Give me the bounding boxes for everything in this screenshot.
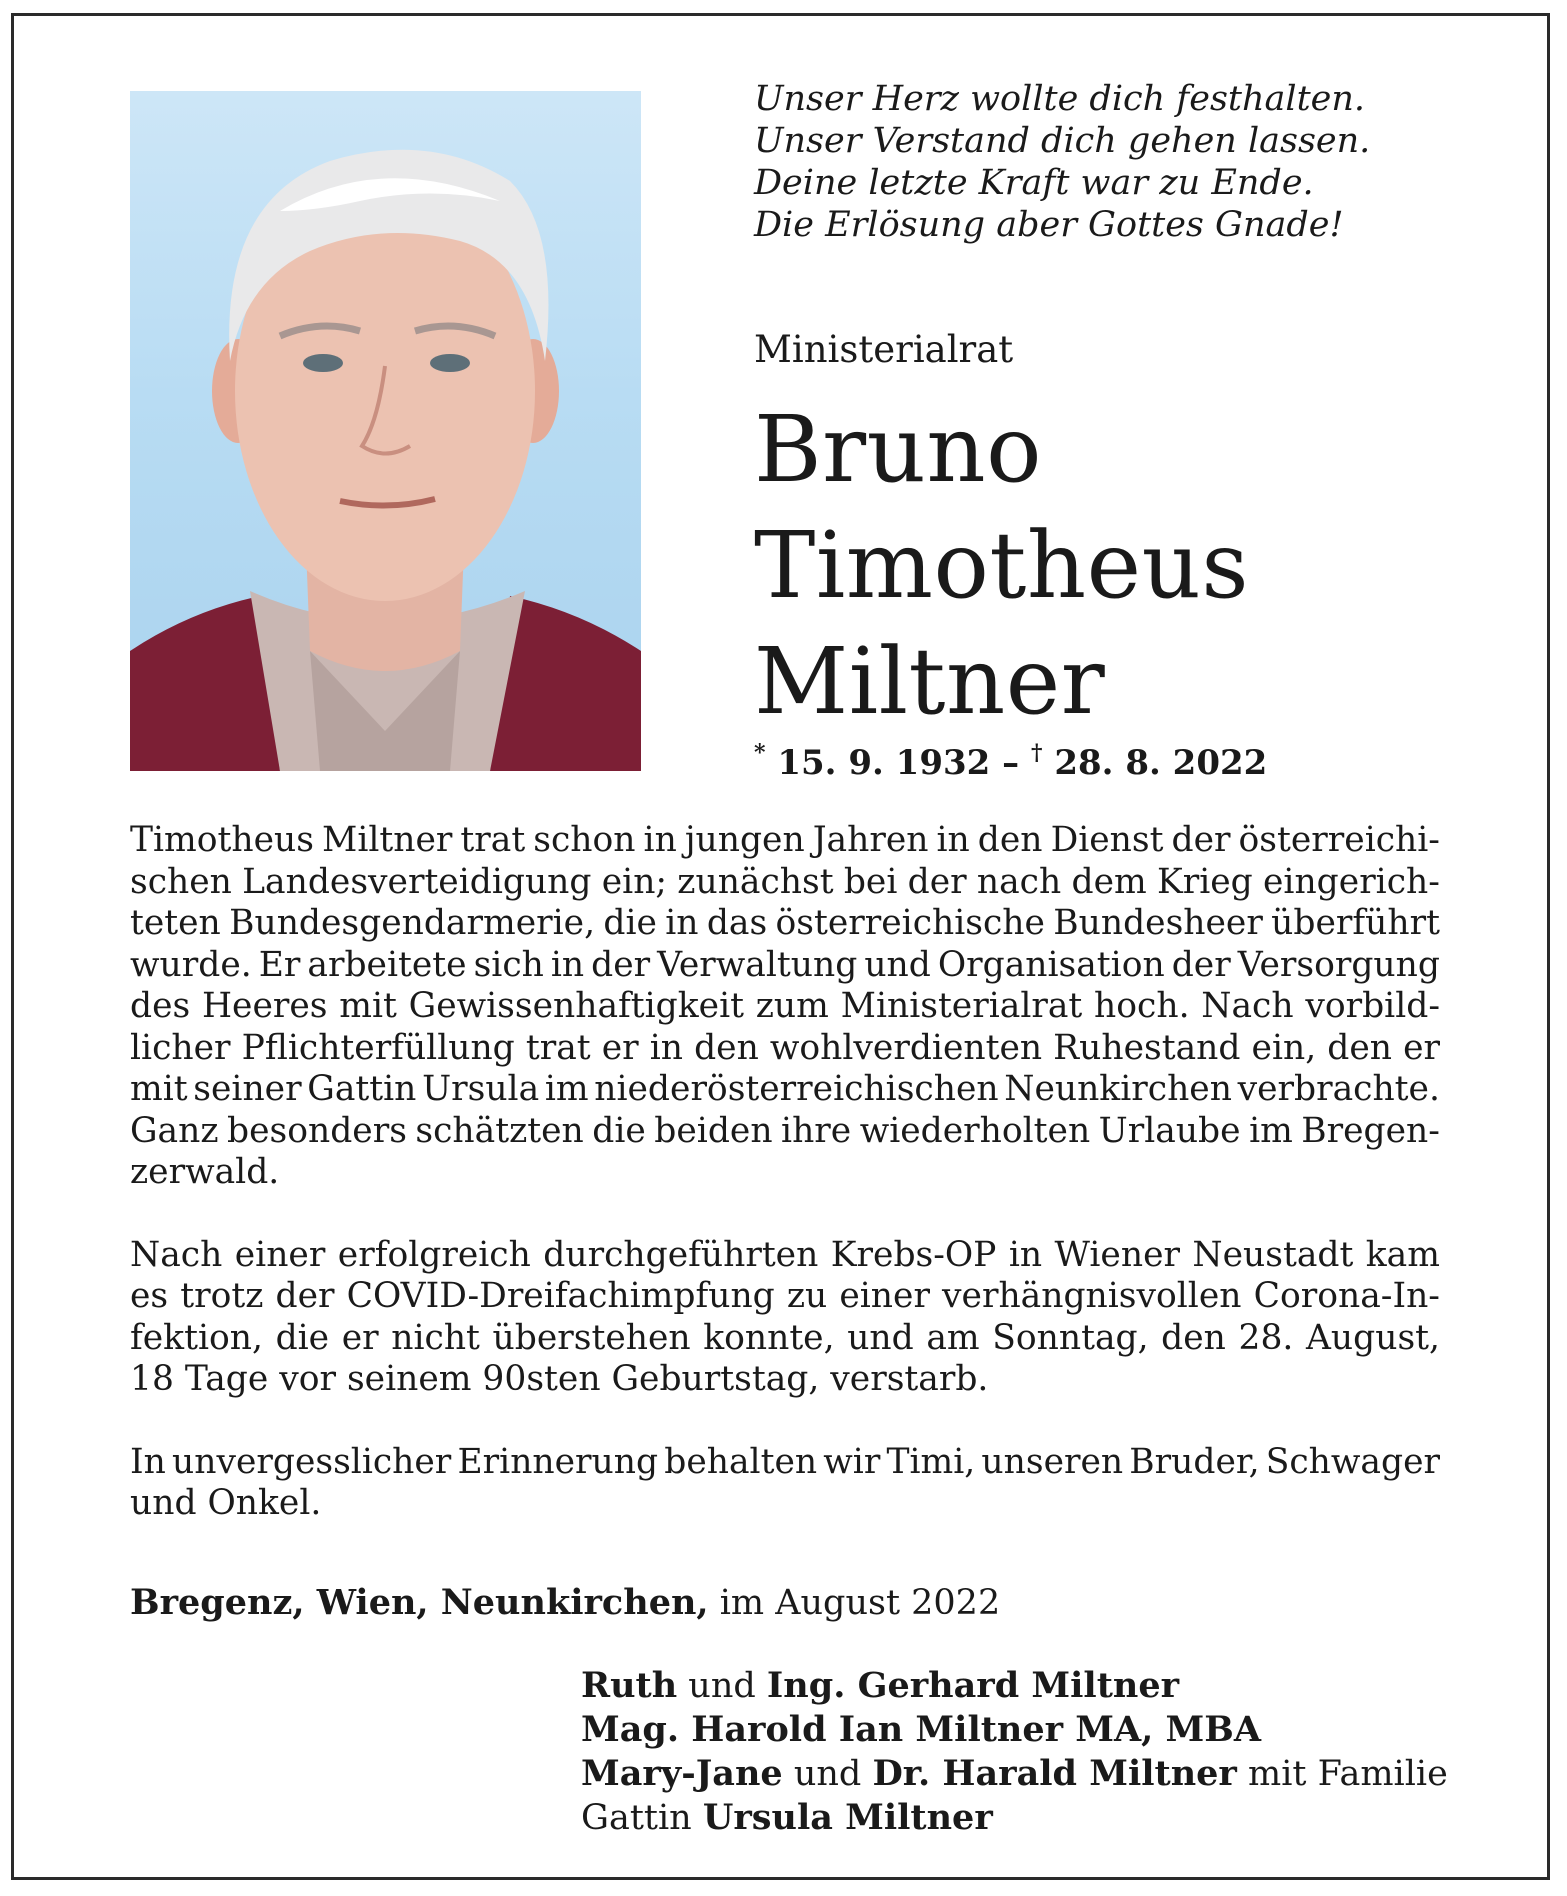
text-line: des Heeres mit Gewissenhaftigkeit zum Ministerialrat hoch. Nach vorbild-: [130, 986, 1440, 1026]
biography: [130, 820, 1440, 1566]
signature-prefix: Gattin: [581, 1798, 703, 1838]
text-line: teten Bundesgendarmerie, die in das österreichische Bundesheer überführt: [130, 903, 1440, 943]
mourner-name: Ursula Miltner: [702, 1797, 993, 1838]
biography-paragraph-3: [130, 1442, 1440, 1525]
signature-suffix: mit Familie: [1236, 1754, 1448, 1794]
poem: [754, 78, 1370, 246]
text-line: licher Pflichterfüllung trat er in den wohlverdienten Ruhestand ein, den er: [130, 1027, 1440, 1068]
middle-name: Timotheus: [754, 512, 1250, 619]
text-line: In unvergesslicher Erinnerung behalten wir Timi, unseren Bruder, Schwager: [130, 1441, 1440, 1482]
birth-symbol: *: [754, 740, 766, 766]
place-and-date: [130, 1582, 1000, 1623]
last-name: Miltner: [754, 628, 1106, 735]
first-name: Bruno: [754, 396, 1042, 503]
text-line: wurde. Er arbeitete sich in der Verwaltung und Organisation der Versorgung: [130, 944, 1440, 985]
deceased-name: [754, 392, 1249, 740]
text-line: Ganz besonders schätzten die beiden ihre wiederholten Urlaube im Bregen-: [130, 1110, 1440, 1151]
poem-line: Unser Herz wollte dich festhalten.: [754, 79, 1366, 119]
death-symbol: †: [1031, 740, 1043, 766]
signature-line: [581, 1708, 1448, 1752]
biography-paragraph-1: [130, 820, 1440, 1194]
poem-line: Die Erlösung aber Gottes Gnade!: [754, 205, 1344, 245]
life-dates: [754, 740, 1267, 783]
text-line: es trotz der COVID-Dreifachimpfung zu einer verhängnisvollen Corona-In-: [130, 1276, 1440, 1316]
poem-line: Deine letzte Kraft war zu Ende.: [754, 163, 1314, 203]
mourners-signatures: [581, 1664, 1448, 1840]
title-rank: Ministerialrat: [754, 328, 1014, 371]
text-line: Timotheus Miltner trat schon in jungen Jahren in den Dienst der österreichi-: [130, 820, 1440, 860]
text-line: zerwald.: [130, 1152, 280, 1192]
text-line: Nach einer erfolgreich durchgeführten Krebs-OP in Wiener Neustadt kam: [130, 1234, 1440, 1275]
mourner-name: Ruth: [581, 1665, 678, 1706]
signature-line: [581, 1752, 1448, 1796]
signature-line: [581, 1664, 1448, 1708]
mourner-name: Dr. Harald Miltner: [872, 1753, 1237, 1794]
text-line: 18 Tage vor seinem 90sten Geburtstag, verstarb.: [130, 1359, 989, 1399]
signature-line: [581, 1796, 1448, 1840]
mourner-name: Mag. Harold Ian Miltner MA, MBA: [581, 1709, 1262, 1750]
conjunction: und: [782, 1754, 873, 1794]
biography-paragraph-2: [130, 1235, 1440, 1401]
text-line: mit seiner Gattin Ursula im niederösterreichischen Neunkirchen verbrachte.: [130, 1069, 1440, 1109]
text-line: schen Landesverteidigung ein; zunächst bei der nach dem Krieg eingerich-: [130, 861, 1440, 902]
place-cities: Bregenz, Wien, Neunkirchen,: [130, 1582, 709, 1623]
conjunction: und: [677, 1666, 767, 1706]
poem-line: Unser Verstand dich gehen lassen.: [754, 121, 1371, 161]
death-date: 28. 8. 2022: [1054, 743, 1268, 783]
mourner-name: Ing. Gerhard Miltner: [766, 1665, 1180, 1706]
portrait-photo: [130, 91, 641, 771]
mourner-name: Mary-Jane: [581, 1753, 783, 1794]
date-separator: –: [990, 743, 1031, 783]
place-date: im August 2022: [708, 1583, 1001, 1623]
text-line: und Onkel.: [130, 1483, 322, 1523]
portrait-illustration: [130, 91, 641, 771]
birth-date: 15. 9. 1932: [777, 743, 991, 783]
text-line: fektion, die er nicht überstehen konnte, und am Sonntag, den 28. August,: [130, 1317, 1440, 1358]
